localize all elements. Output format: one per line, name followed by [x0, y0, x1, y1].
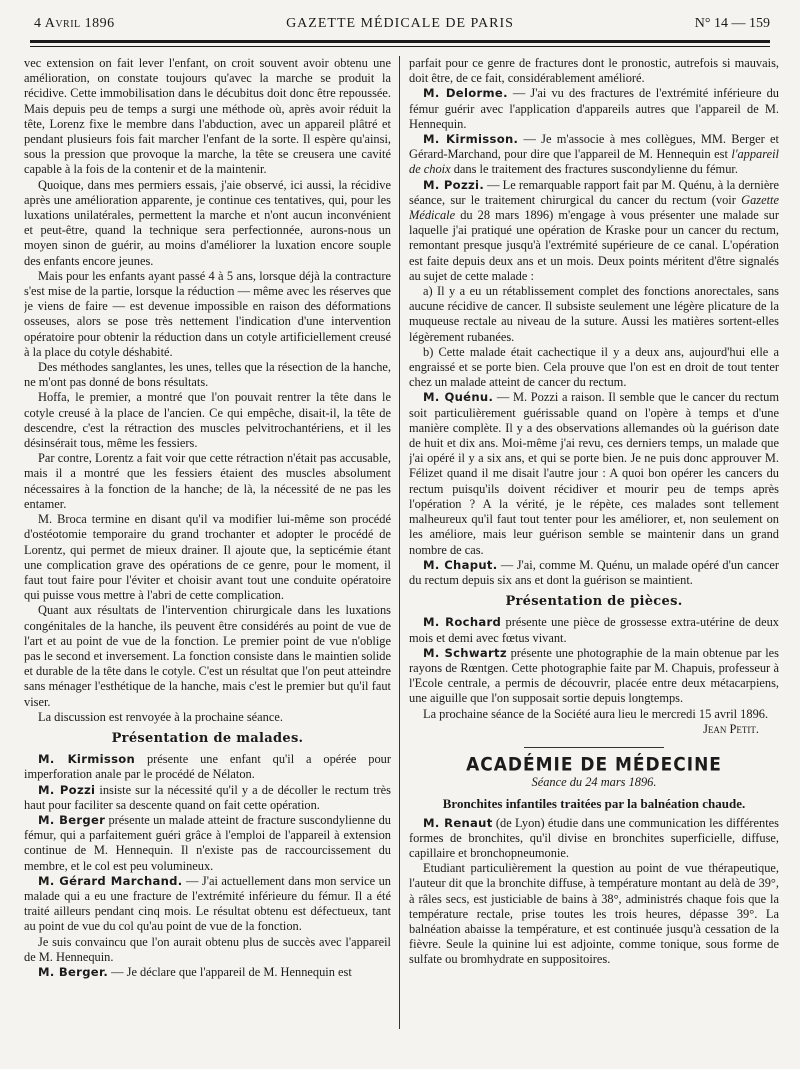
- speaker-paragraph: [409, 86, 779, 132]
- speaker-text: — Le remarquable rapport fait par M. Quénu, à la dernière séance, sur le traitement chirurgical du cancer du rectum (voir: [409, 177, 779, 207]
- speaker-text: — J'ai, comme M. Quénu, un malade opéré d'un cancer du rectum depuis six ans et dont la guérison se maintient.: [409, 557, 779, 587]
- paragraph: parfait pour ce genre de fractures dont le pronostic, autrefois si mauvais, doit être, de ce fait, considérablement amélioré.: [409, 56, 779, 86]
- speaker-text: (de Lyon) étudie dans une communication les différentes formes de bronchites, qu'il divise en bronchites superficielle, diffuse, capillaire et bronchopneumonie.: [409, 815, 779, 860]
- header-rule-thin: [30, 46, 770, 47]
- paragraph: M. Broca termine en disant qu'il va modifier lui-même son procédé d'ostéotomie temporaire du grand trochanter et adopter le procédé de Lorentz, qui permet de mieux drainer. Il ajoute que, la septicémie étant une complication grave des opérations de ce genre, pour le moment, il faut tout faire pour l'éviter et choisir avant tout une conduite opératoire qui puisse vous mettre à l'abri de cette complication.: [24, 512, 391, 603]
- section-title-malades: Présentation de malades.: [111, 730, 304, 746]
- section-separator: [524, 747, 664, 748]
- speaker-name: M. Rochard: [423, 615, 502, 630]
- session-date: Séance du 24 mars 1896.: [531, 775, 657, 790]
- speaker-paragraph: [409, 558, 779, 588]
- speaker-text: — J'ai vu des fractures de l'extrémité inférieure du fémur guérir avec l'application d'appareils autres que l'appareil de M. Hennequin.: [409, 86, 779, 131]
- paragraph: Des méthodes sanglantes, les unes, telles que la résection de la hanche, ne m'ont pas donné de bons résultats.: [24, 360, 391, 390]
- speaker-text: — M. Pozzi a raison. Il semble que le cancer du rectum soit particulièrement guérissable quand on l'opère à temps et d'une manière complète. Il y a des observations allemandes où la guérison date de huit et dix ans. Moi-même j'ai revu, ces derniers temps, un malade que j'ai opéré il y a six ans, et qui se porte bien. Je ne puis donc approuver M. Félizet quand il me disait l'autre jour : A quoi bon opérer les cancers du rectum puisqu'ils doivent récidiver et mourir peu de temps après l'opération ? A la vérité, je le répète, ces malades sont tellement malheureux qu'il faut tout tenter pour les améliorer, et, non seulement on les améliore, mais leur guérison semble se maintenir dans un grand nombre de cas.: [409, 390, 779, 557]
- speaker-text: — Je déclare que l'appareil de M. Hennequin est: [108, 964, 352, 979]
- speaker-name: M. Quénu.: [423, 390, 494, 405]
- speaker-text: présente une photographie de la main obtenue par les rayons de Rœntgen. Cette photographie faite par M. Chapuis, professeur à l'Ecole centrale, a permis de découvrir, placée entre deux métacarpiens, une aiguille que l'on supposait sortie depuis longtemps.: [409, 645, 779, 706]
- speaker-paragraph: [24, 783, 391, 813]
- paragraph: La discussion est renvoyée à la prochaine séance.: [38, 709, 283, 724]
- article-heading: Bronchites infantiles traitées par la balnéation chaude.: [442, 796, 746, 812]
- speaker-name: M. Berger.: [38, 964, 109, 979]
- paragraph: Quant aux résultats de l'intervention chirurgicale dans les luxations congénitales de la hanche, ils peuvent être considérés au point de vue de l'art et au point de vue de la fonction. Le premier point de vue n'oblige pas le second et inversement. La fonction consiste dans le maintien solide et durable de la tête dans le cotyle. C'est un résultat que l'on peut atteindre sans ménager l'esthétique de la hanche, mais c'est le premier but qu'il faut viser.: [24, 603, 391, 709]
- issue-page-number: N° 14 — 159: [694, 16, 770, 31]
- section-title-pieces: Présentation de pièces.: [505, 594, 683, 610]
- speaker-paragraph: [24, 752, 391, 782]
- speaker-text: du 28 mars 1896) m'engage à vous présenter une malade sur laquelle j'ai pratiqué une opération de Kraske pour un cancer du rectum, remontant presque jusqu'à l'extrémité supérieure de ce canal. L'opération est faite depuis deux ans et un mois. Deux points méritent d'être signalés au sujet de cette malade :: [409, 208, 779, 283]
- paragraph: Etudiant particulièrement la question au point de vue thérapeutique, l'auteur dit que la bronchite diffuse, à température montant au delà de 39°, à râles secs, est justiciable de bains à 38°, administrés chaque fois que la température rectale, prise toutes les trois heures, dépasse 39°. La balnéation abaisse la température, et est continuée jusqu'à cessation de la fièvre. Seule la quinine lui est adjointe, comme tonique, sous forme de sulfate ou bromhydrate en suppositoires.: [409, 861, 779, 967]
- left-column: [24, 56, 391, 1049]
- paragraph: vec extension on fait lever l'enfant, on croit souvent avoir obtenu une amélioration, on constate toujours qu'avec la marche se produit la récidive. Cette immobilisation dans le décubitus doit donc être repoussée. Mais depuis peu de temps a surgi une méthode où, après avoir réduit la tête, Lorenz fixe le membre dans l'abduction, avec un appareil plâtré et pendant plusieurs fois fait marcher l'enfant de la sorte. Il espère qu'ainsi, sous la pression que provoque la marche, la tête se creusera une cavité capable à la fois de la contenir et de la maintenir.: [24, 56, 391, 177]
- speaker-text: présente une pièce de grossesse extra-utérine de deux mois et demi avec fœtus vivant.: [409, 615, 779, 645]
- speaker-text: dans le traitement des fractures suscondylienne du fémur.: [450, 162, 738, 177]
- italic-text: l'appareil de choix: [409, 147, 779, 177]
- issue-date: 4 Avril 1896: [34, 16, 115, 31]
- speaker-name: M. Kirmisson.: [423, 132, 519, 147]
- speaker-name: M. Kirmisson: [38, 752, 136, 767]
- speaker-name: M. Gérard Marchand.: [38, 873, 183, 888]
- paragraph: a) Il y a eu un rétablissement complet des fonctions anorectales, sans aucune récidive de cancer. Il subsiste seulement une légère plicature de la muqueuse rectale au niveau de la suture. Aussi les matières sortent-elles légèrement rubanées.: [409, 284, 779, 344]
- speaker-name: M. Renaut: [423, 815, 493, 830]
- paragraph: Quoique, dans mes permiers essais, j'aie observé, ici aussi, la récidive après une amélioration apparente, je continue ces tentatives, qui, pour les luxations unilatérales, permettent la marche et n'ont aucun inconvénient et peut-être, quand la technique sera perfectionnée, aurons-nous un moyen sinon de guérir, au moins d'améliorer la luxation encore souple des enfants encore jeunes.: [24, 177, 391, 268]
- column-divider: [399, 56, 400, 1029]
- speaker-name: M. Pozzi.: [423, 177, 485, 192]
- speaker-name: M. Chaput.: [423, 557, 498, 572]
- page-header: [30, 14, 770, 38]
- academy-title: ACADÉMIE DE MÉDECINE: [466, 753, 722, 776]
- speaker-paragraph: [409, 178, 779, 284]
- speaker-paragraph: [409, 390, 779, 557]
- speaker-paragraph: [409, 646, 779, 707]
- speaker-paragraph: [409, 816, 779, 862]
- paragraph: Je suis convaincu que l'on aurait obtenu plus de succès avec l'appareil de M. Hennequin.: [24, 934, 391, 964]
- header-rule-thick: [30, 40, 770, 43]
- speaker-text: — Je m'associe à mes collègues, MM. Berger et Gérard-Marchand, pour dire que l'appareil de M. Hennequin est: [409, 132, 779, 162]
- speaker-paragraph: [24, 813, 391, 874]
- paragraph: Mais pour les enfants ayant passé 4 à 5 ans, lorsque déjà la contracture s'est mise de la partie, lorsque la réduction — même avec les réserves que je viens de faire — est devenue impossible en raison des déformations osseuses, alors se pose très nettement l'indication d'une intervention opératoire pour obtenir la réduction dans un cotyle artificiellement creusé à la place du cotyle déshabité.: [24, 268, 391, 359]
- speaker-text: présente une enfant qu'il a opérée pour imperforation anale par le procédé de Nélaton.: [24, 752, 391, 782]
- paragraph: La prochaine séance de la Société aura lieu le mercredi 15 avril 1896.: [423, 706, 769, 721]
- speaker-text: présente un malade atteint de fracture suscondylienne du fémur, qui a parfaitement guéri grâce à l'emploi de l'appareil à extension continue de M. Hennequin. Il n'existe pas de raccourcissement du membre, et le col est peu volumineux.: [24, 812, 391, 873]
- paragraph: Par contre, Lorentz a fait voir que cette rétraction n'était pas accusable, mais il a montré que les fessiers étaient des muscles absolument nécessaires à la fonction de la hanche; de là, la nécessité de ne pas les entamer.: [24, 451, 391, 511]
- speaker-paragraph: [24, 874, 391, 935]
- speaker-name: M. Schwartz: [423, 645, 507, 660]
- paragraph: Hoffa, le premier, a montré que l'on pouvait rentrer la tête dans le cotyle creusé à la place de l'ancien. Ce qui empêche, disait-il, la tête de descendre, c'est la rétraction des muscles pelvitrochantériens, et il les désinsérait tous, même les fessiers.: [24, 390, 391, 451]
- journal-title: GAZETTE MÉDICALE DE PARIS: [286, 16, 514, 31]
- italic-text: Gazette Médicale: [409, 192, 779, 223]
- speaker-paragraph: [24, 965, 391, 980]
- speaker-name: M. Berger: [38, 812, 106, 827]
- author-signature: Jean Petit.: [703, 721, 759, 736]
- speaker-paragraph: [409, 615, 779, 645]
- speaker-name: M. Delorme.: [423, 86, 508, 101]
- right-column: [409, 56, 779, 1049]
- paragraph: b) Cette malade était cachectique il y a deux ans, aujourd'hui elle a engraissé et se porte bien. Cela prouve que l'on est en droit de tout tenter chez un malade atteint de cancer du rectum.: [409, 344, 779, 390]
- speaker-name: M. Pozzi: [38, 782, 96, 797]
- speaker-text: insiste sur la nécessité qu'il y a de décoller le rectum très haut pour faciliter sa descente quand on fait cette opération.: [24, 782, 391, 812]
- speaker-paragraph: [409, 132, 779, 178]
- speaker-text: — J'ai actuellement dans mon service un malade qui a eu une fracture de l'extrémité inférieure du fémur. Il a été traité ailleurs pendant cinq mois. Le résultat obtenu est défectueux, tant au point de vue du col qu'au point de vue de la fonction.: [24, 873, 391, 934]
